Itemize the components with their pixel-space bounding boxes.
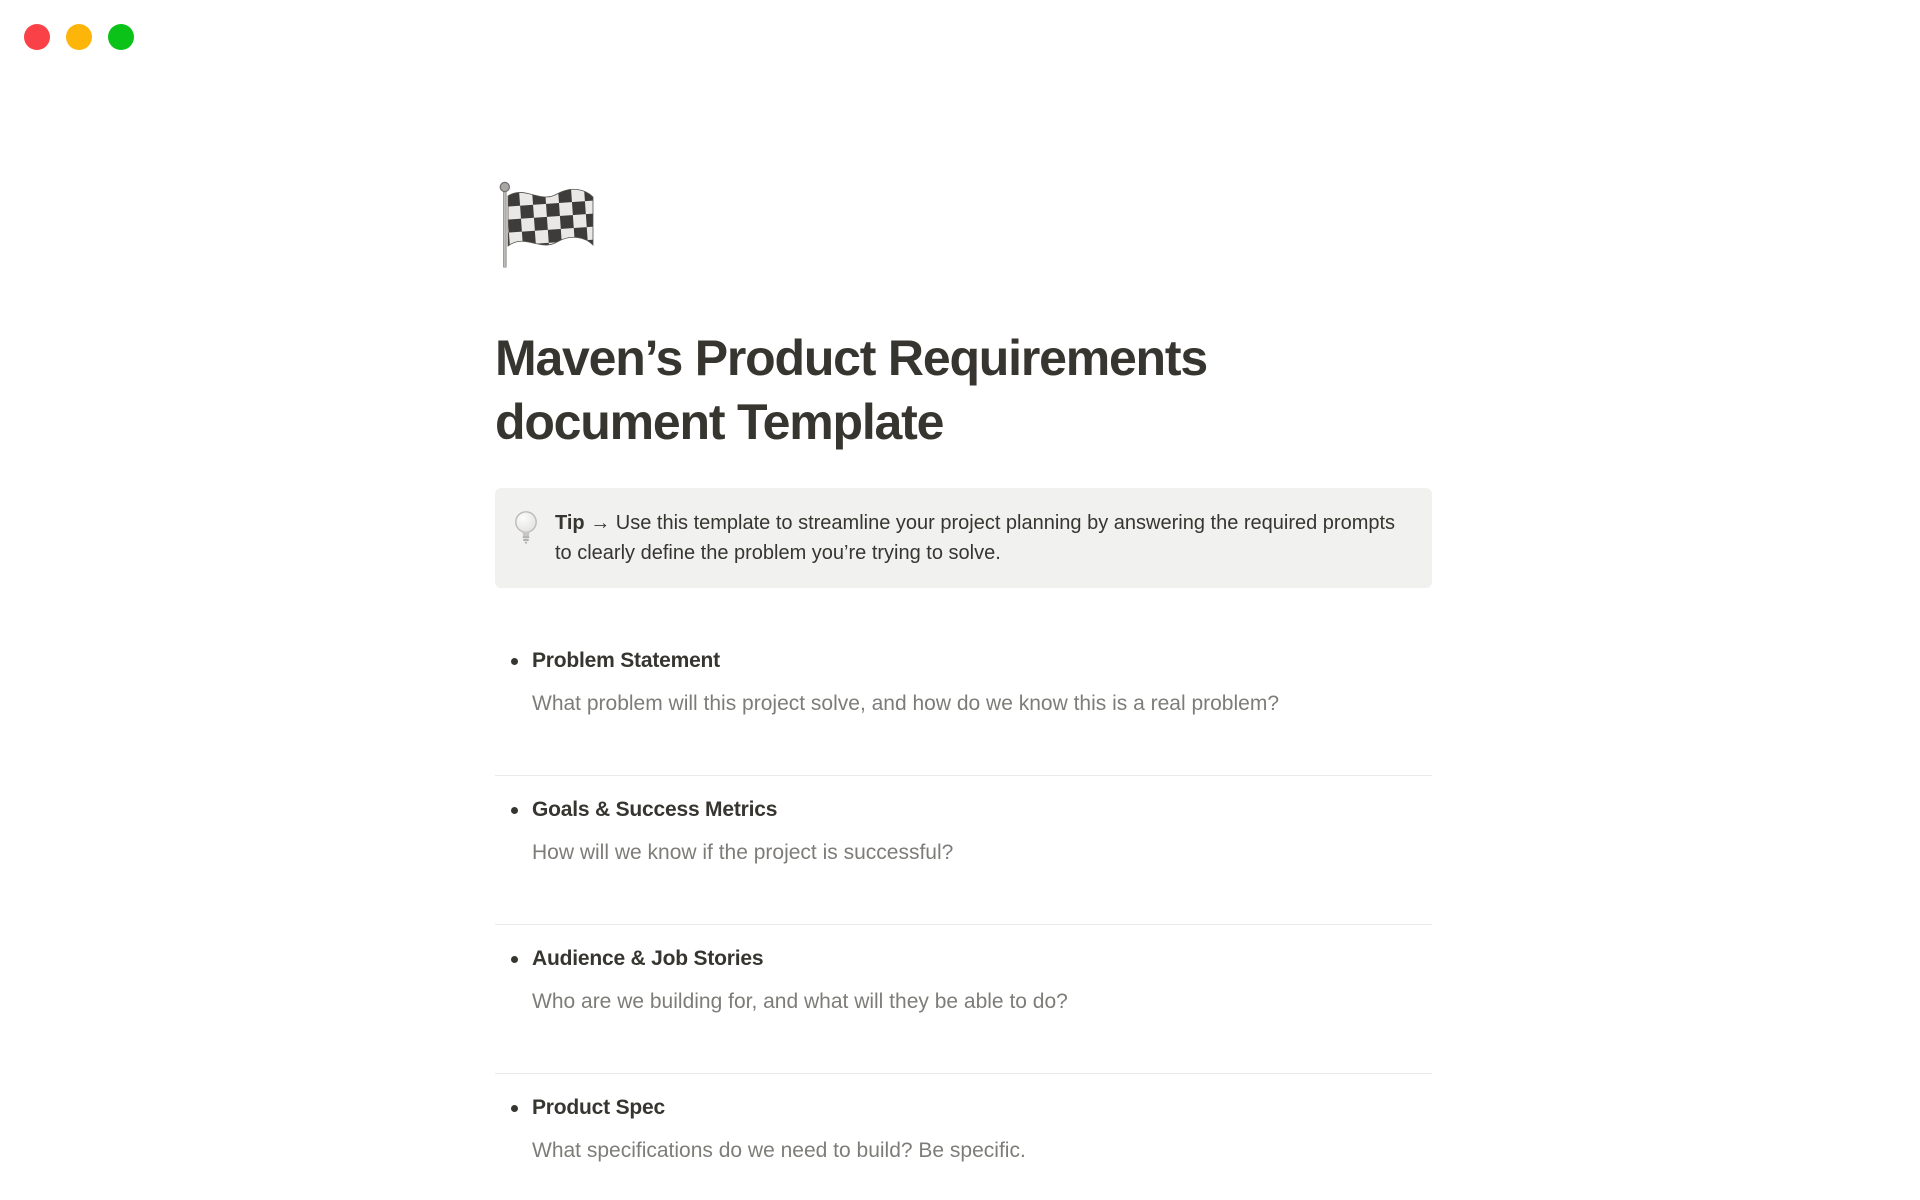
close-button[interactable]	[24, 24, 50, 50]
callout-arrow: →	[590, 511, 611, 534]
window-controls	[24, 24, 134, 50]
list-item-heading[interactable]	[495, 795, 1432, 825]
maximize-button[interactable]	[108, 24, 134, 50]
document-page	[495, 0, 1432, 1166]
list-item-description[interactable]: Who are we building for, and what will they be able to do?	[532, 989, 1068, 1013]
list-item-heading[interactable]	[495, 646, 1432, 676]
minimize-button[interactable]	[66, 24, 92, 50]
list-item-title: Product Spec	[532, 1095, 665, 1119]
list-item-heading[interactable]	[495, 1093, 1432, 1123]
divider	[495, 1073, 1432, 1074]
divider	[495, 924, 1432, 925]
light-bulb-icon[interactable]	[513, 510, 539, 546]
callout-text[interactable]	[555, 508, 1403, 568]
list-item-audience-job-stories	[495, 944, 1432, 1017]
list-item-problem-statement	[495, 646, 1432, 719]
page-title[interactable]: Maven’s Product Requirements document Template	[495, 330, 1207, 450]
bullet-icon	[511, 1105, 518, 1112]
list-item-heading[interactable]	[495, 944, 1432, 974]
list-item-product-spec	[495, 1093, 1432, 1166]
page-icon[interactable]	[495, 178, 1432, 270]
tip-callout[interactable]	[495, 488, 1432, 588]
callout-label: Tip	[555, 511, 585, 534]
list-item-goals-success-metrics	[495, 795, 1432, 868]
divider	[495, 775, 1432, 776]
list-item-title: Audience & Job Stories	[532, 946, 764, 970]
bullet-icon	[511, 956, 518, 963]
sections-list	[495, 646, 1432, 1166]
bullet-icon	[511, 658, 518, 665]
checkered-flag-icon	[495, 178, 599, 270]
list-item-title: Goals & Success Metrics	[532, 797, 778, 821]
callout-body: Use this template to streamline your project planning by answering the required prompts to clearly define the problem you’re trying to solve.	[555, 511, 1396, 564]
bullet-icon	[511, 807, 518, 814]
list-item-description[interactable]: What problem will this project solve, and how do we know this is a real problem?	[532, 691, 1280, 715]
list-item-description[interactable]: What specifications do we need to build? Be specific.	[532, 1138, 1026, 1162]
list-item-title: Problem Statement	[532, 648, 720, 672]
list-item-description[interactable]: How will we know if the project is successful?	[532, 840, 954, 864]
